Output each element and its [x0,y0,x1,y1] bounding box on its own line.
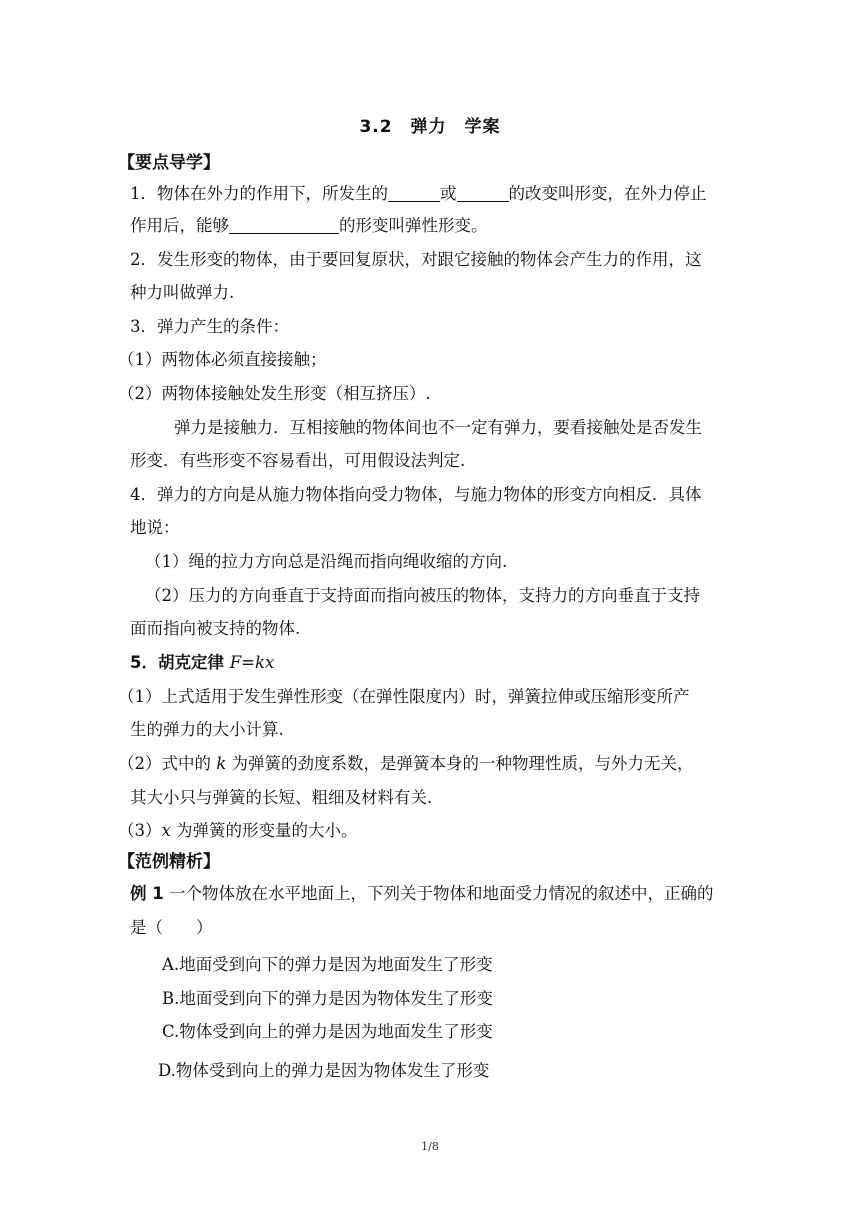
paragraph-2-line-2: 种力叫做弹力. [130,283,235,302]
text: 作用后，能够 [130,216,229,235]
paragraph-5-line-1: （1）上式适用于发生弹性形变（在弹性限度内）时，弹簧拉伸或压缩形变所产 [118,687,690,706]
variable-k: k [216,754,227,773]
text: 或 [440,184,457,203]
fill-blank-3 [229,217,339,234]
page-number: 1/8 [421,1140,439,1153]
text: 5．胡克定律 [130,653,230,672]
text: 为弹簧的劲度系数，是弹簧本身的一种物理性质，与外力无关， [226,754,694,773]
paragraph-3-line-2: （1）两物体必须直接接触； [118,350,327,369]
paragraph-5-line-2: 生的弹力的大小计算. [130,720,284,739]
option-d: D.物体受到向上的弹力是因为物体发生了形变 [158,1061,490,1080]
paragraph-5-line-4: 其大小只与弹簧的长短、粗细及材料有关. [130,788,433,807]
fill-blank-2 [457,185,509,202]
hooke-law-heading [130,649,274,673]
option-a: A.地面受到向下的弹力是因为地面发生了形变 [162,955,493,974]
text: 一个物体放在水平地面上，下列关于物体和地面受力情况的叙述中，正确的 [163,884,714,903]
section-heading-key-points: 【要点导学】 [118,153,220,173]
example-1-line-1 [130,880,713,904]
example-1-line-2: 是（ ） [130,918,213,937]
paragraph-5-line-5 [118,817,358,841]
paragraph-2-line-1: 2．发生形变的物体，由于要回复原状，对跟它接触的物体会产生力的作用，这 [130,250,702,269]
paragraph-3-line-4: 弹力是接触力．互相接触的物体间也不一定有弹力，要看接触处是否发生 [174,418,702,437]
page-title: 3.2 弹力 学案 [359,117,501,137]
text: （3） [118,821,162,840]
text: 为弹簧的形变量的大小。 [170,821,358,840]
paragraph-3-line-5: 形变．有些形变不容易看出，可用假设法判定. [130,451,466,470]
paragraph-4-line-3: （1）绳的拉力方向总是沿绳而指向绳收缩的方向. [145,552,508,571]
paragraph-3-line-3: （2）两物体接触处发生形变（相互挤压）. [118,384,431,403]
paragraph-3-line-1: 3．弹力产生的条件： [130,317,289,336]
variable-x: x [161,821,171,840]
hooke-formula: F=kx [229,653,275,672]
paragraph-1-line-2 [130,212,488,236]
text: 的形变叫弹性形变。 [339,216,488,235]
fill-blank-1 [388,185,440,202]
paragraph-5-line-3 [118,750,694,774]
paragraph-4-line-4: （2）压力的方向垂直于支持面而指向被压的物体，支持力的方向垂直于支持 [145,586,700,605]
text: 1．物体在外力的作用下，所发生的 [130,184,388,203]
paragraph-4-line-2: 地说： [130,518,180,537]
option-c: C.物体受到向上的弹力是因为地面发生了形变 [162,1022,493,1041]
option-b: B.地面受到向下的弹力是因为物体发生了形变 [162,989,493,1008]
example-label: 例 1 [130,884,164,903]
paragraph-4-line-5: 面而指向被支持的物体. [130,619,301,638]
paragraph-1-line-1 [130,180,707,204]
section-heading-examples: 【范例精析】 [118,852,220,872]
text: 的改变叫形变，在外力停止 [508,184,707,203]
text: （2）式中的 [118,754,217,773]
paragraph-4-line-1: 4．弹力的方向是从施力物体指向受力物体，与施力物体的形变方向相反．具体 [130,485,702,504]
